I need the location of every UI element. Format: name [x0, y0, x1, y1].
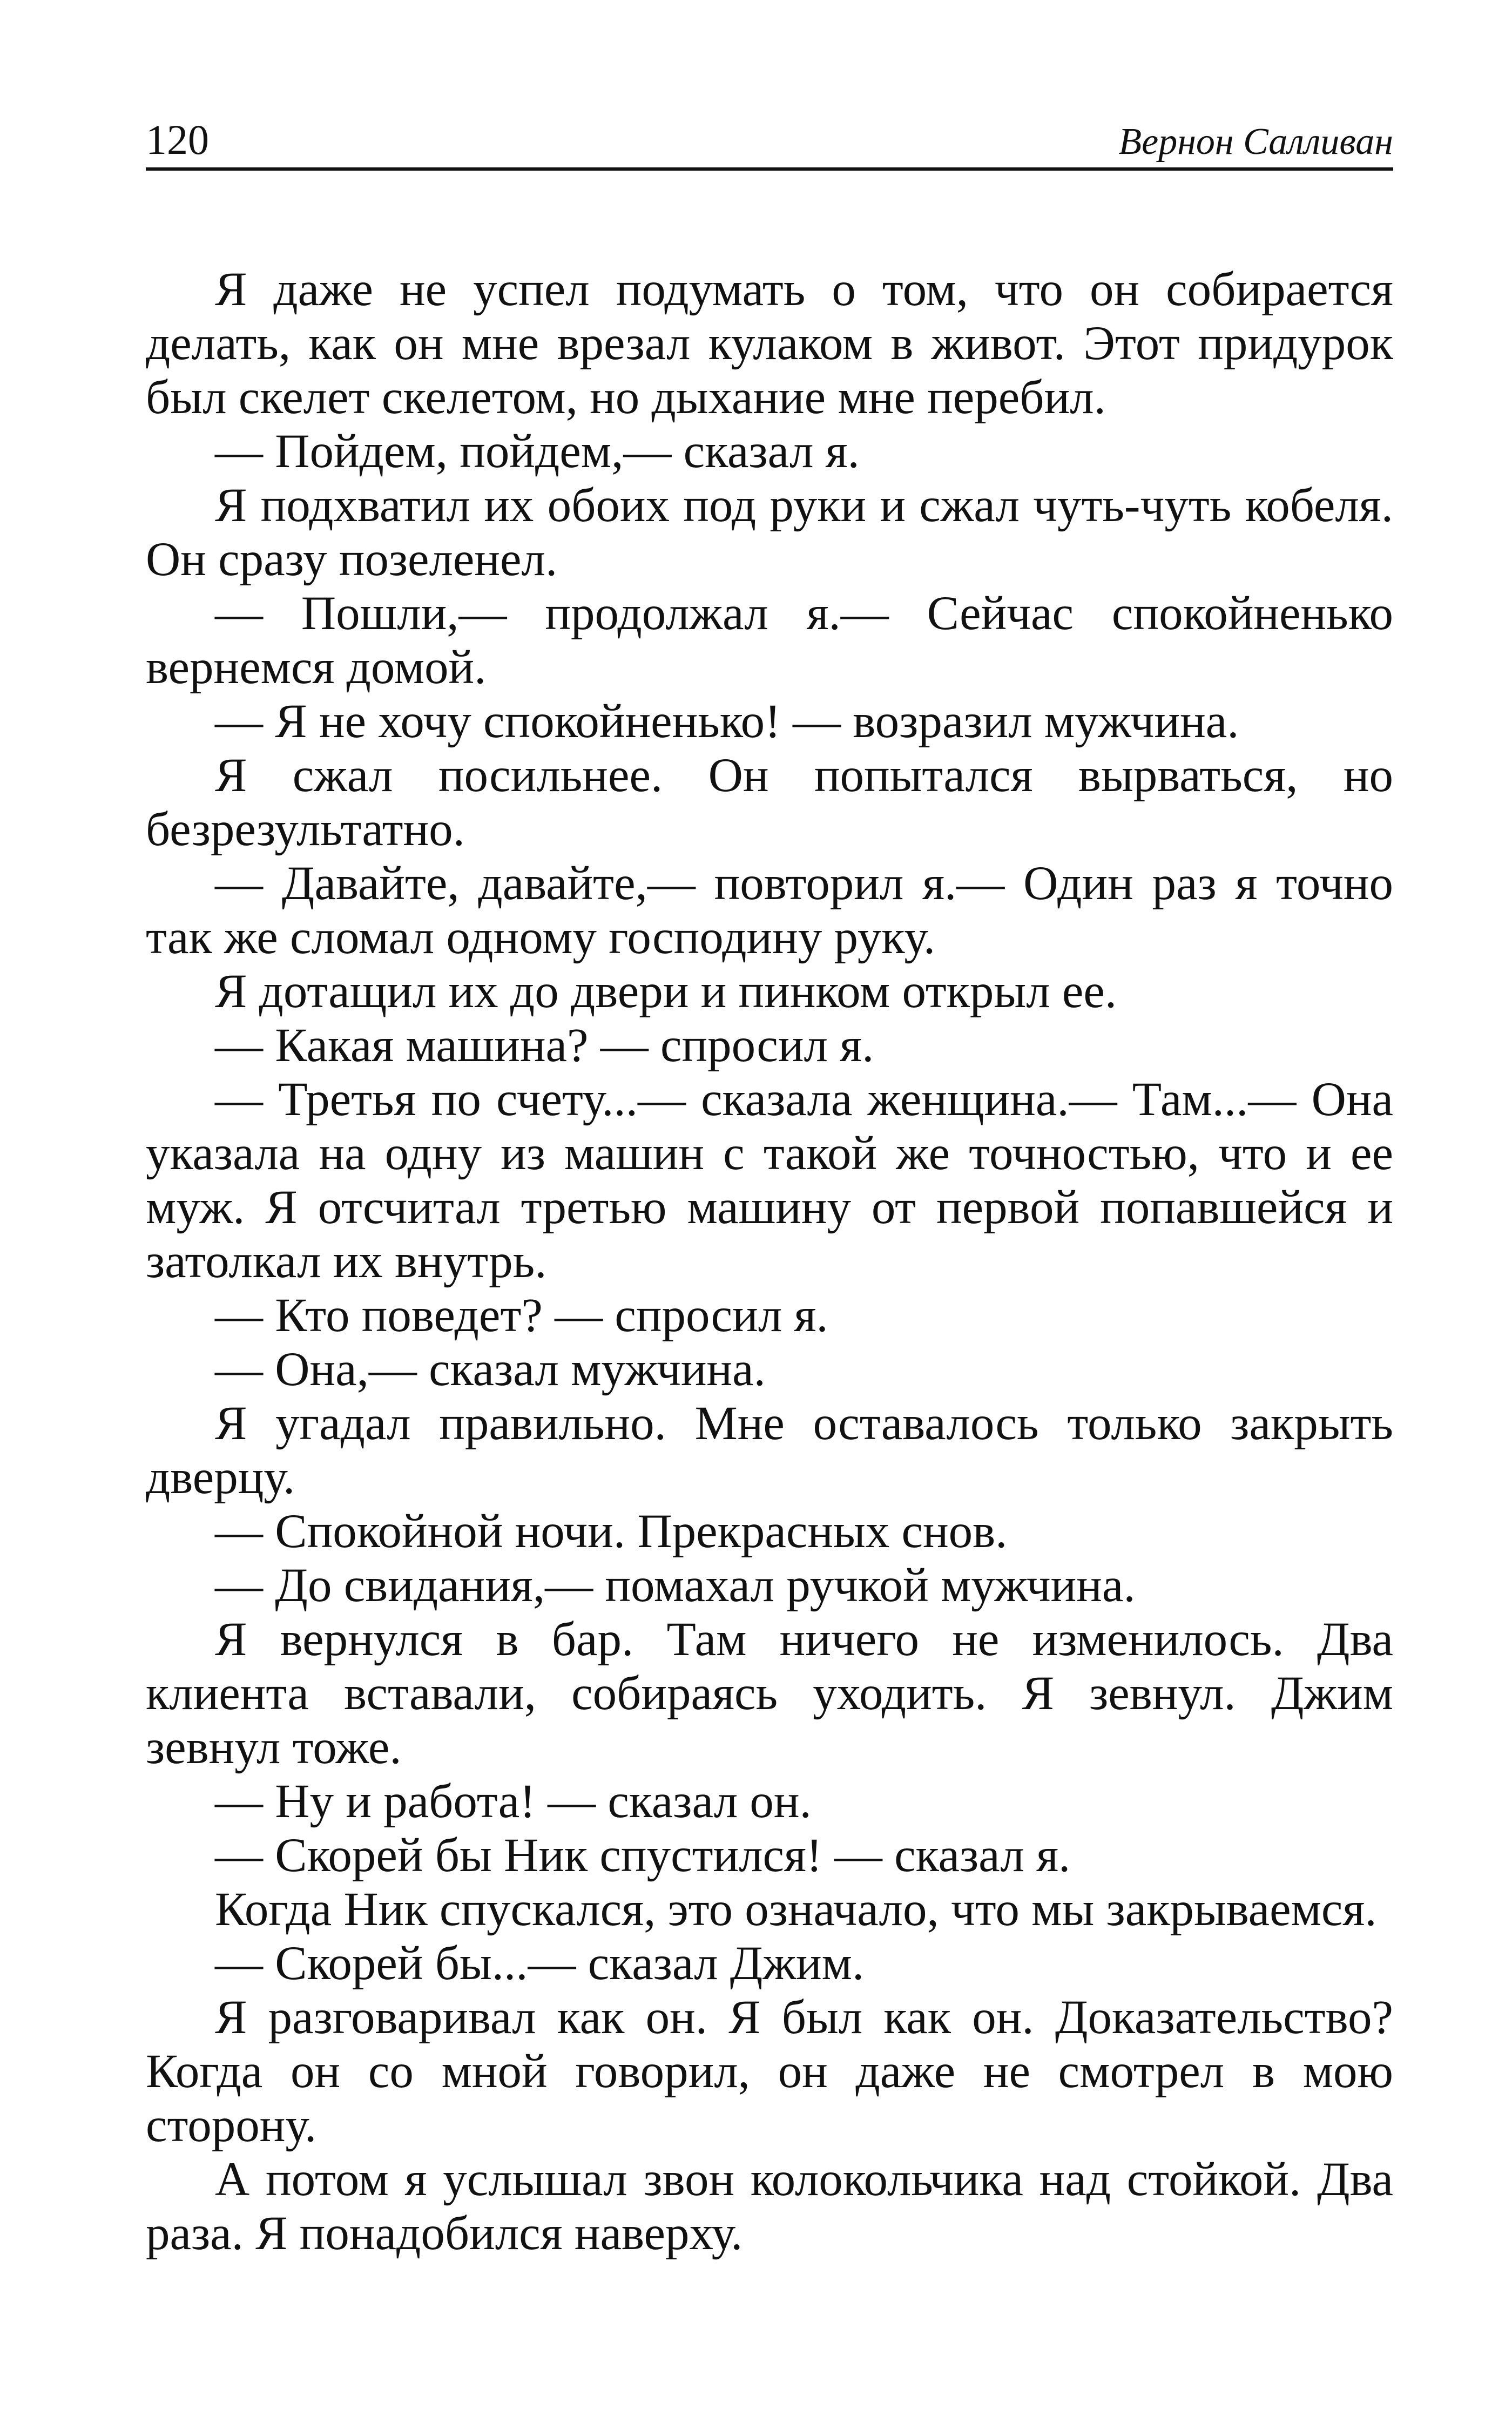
paragraph: Я сжал посильнее. Он попытался вырваться, но безрезультатно.	[146, 749, 1393, 856]
page-header	[146, 103, 1393, 171]
paragraph: Я разговаривал как он. Я был как он. Доказательство? Когда он со мной говорил, он даже не смотрел в мою сторону.	[146, 1991, 1393, 2152]
paragraph: — Я не хочу спокойненько! — возразил мужчина.	[215, 695, 1239, 748]
paragraph: — Третья по счету...— сказала женщина.— Там...— Она указала на одну из машин с такой же точностью, что и ее муж. Я отсчитал третью машину от первой попавшейся и затолкал их внутрь.	[146, 1073, 1393, 1288]
paragraph: — Давайте, давайте,— повторил я.— Один раз я точно так же сломал одному господину руку.	[146, 857, 1393, 964]
book-page	[146, 103, 1393, 2260]
paragraph: Я даже не успел подумать о том, что он собирается делать, как он мне врезал кулаком в живот. Этот придурок был скелет скелетом, но дыхание мне перебил.	[146, 263, 1393, 424]
paragraph: — Пошли,— продолжал я.— Сейчас спокойненько вернемся домой.	[146, 587, 1393, 694]
paragraph: — Скорей бы...— сказал Джим.	[215, 1937, 865, 1990]
paragraph: Я дотащил их до двери и пинком открыл ее.	[215, 965, 1117, 1018]
paragraph: — Ну и работа! — сказал он.	[215, 1775, 812, 1828]
running-head-author: Вернон Салливан	[1118, 121, 1393, 163]
paragraph: Я вернулся в бар. Там ничего не изменилось. Два клиента вставали, собираясь уходить. Я зевнул. Джим зевнул тоже.	[146, 1613, 1393, 1774]
body-text	[146, 262, 1393, 2260]
paragraph: Я подхватил их обоих под руки и сжал чуть-чуть кобеля. Он сразу позеленел.	[146, 479, 1393, 586]
paragraph: Я угадал правильно. Мне оставалось только закрыть дверцу.	[146, 1397, 1393, 1504]
paragraph: — Она,— сказал мужчина.	[215, 1343, 766, 1396]
paragraph: — Какая машина? — спросил я.	[215, 1019, 874, 1072]
paragraph: А потом я услышал звон колокольчика над стойкой. Два раза. Я понадобился наверху.	[146, 2153, 1393, 2260]
paragraph: — Скорей бы Ник спустился! — сказал я.	[215, 1829, 1071, 1882]
paragraph: — Пойдем, пойдем,— сказал я.	[215, 425, 860, 478]
paragraph: — Кто поведет? — спросил я.	[215, 1289, 828, 1342]
paragraph: Когда Ник спускался, это означало, что мы закрываемся.	[215, 1883, 1377, 1936]
page-number: 120	[146, 116, 209, 163]
paragraph: — Спокойной ночи. Прекрасных снов.	[215, 1505, 1008, 1558]
paragraph: — До свидания,— помахал ручкой мужчина.	[215, 1559, 1136, 1612]
